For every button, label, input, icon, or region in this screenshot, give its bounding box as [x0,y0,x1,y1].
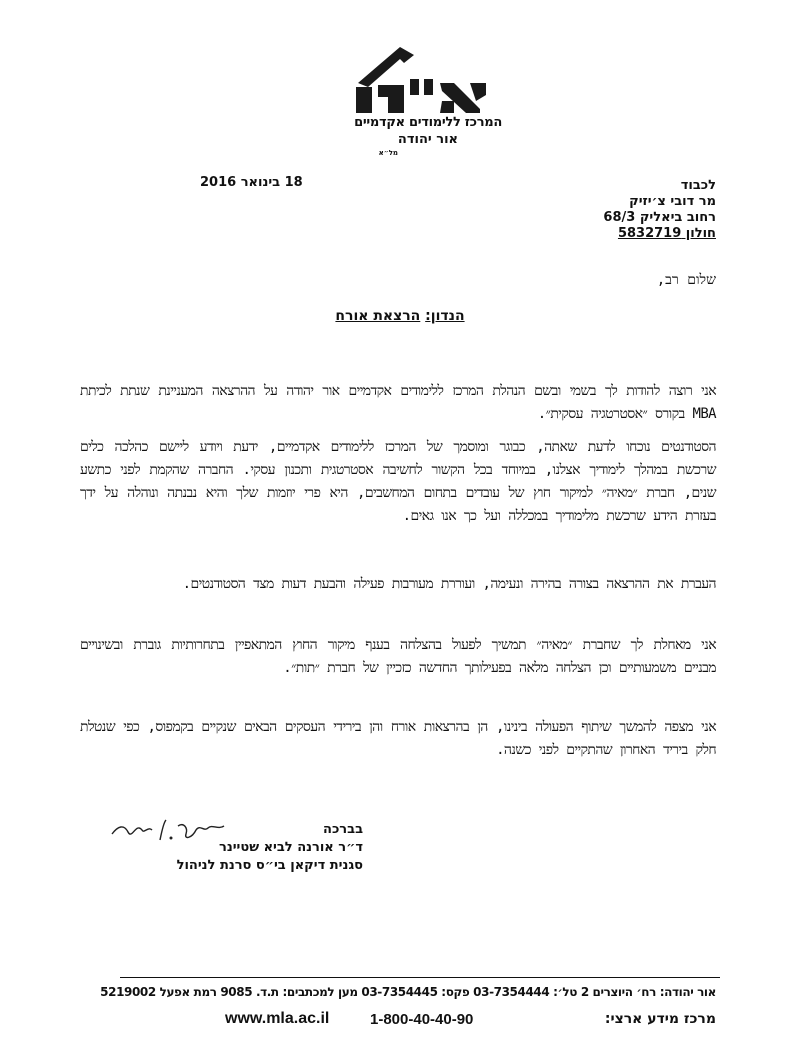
signer-title: סגנית דיקאן בי״ס סרנת לניהול [176,858,363,873]
footer-address: אור יהודה: רח׳ היוצרים 2 טל׳: 03-7354444 פקס: 03-7354445 מען למכתבים: ת.ד. 9085 רמת אפעל 5219002 [100,985,716,999]
addressee-city-zip: חולון 5832719 [617,226,716,241]
addressee-honorific: לכבוד [680,178,716,193]
college-logo [330,35,510,160]
greeting: שלום רב, [656,272,716,288]
footer-phone: 1-800-40-40-90 [370,1011,474,1028]
addressee-block [476,178,716,242]
subject-prefix: הנדון: [425,308,465,324]
letter-date: 18 בינואר 2016 [200,175,303,190]
signoff-closing: בברכה [323,822,363,837]
subject-line [0,308,800,324]
logo-graphic [330,35,510,115]
subject-text: הרצאת אורח [335,308,421,324]
addressee-street: רחוב ביאליק 68/3 [603,210,716,225]
body-paragraph-2: הסטודנטים נוכחו לדעת שאתה, כבוגר ומוסמך של המרכז ללימודים אקדמיים, ידעת ויודע ליישם כהלכה כלים שרכשת במהלך לימודיך אצלנו, במיוחד בכל הקשור לחשיבה אסטרטגית ותכנון עסקי. החברה שהקמת לפני כתשע שנים, חברת ״מאיה״ למיקור חוץ של עובדים בתחום המחשבים, היא פרי יוזמות שלך והיא נבנתה ונוהלה על ידך בעזרת הידע שרכשת מלימודיך במכללה ועל כך אנו גאים. [80,439,716,524]
footer-website: www.mla.ac.il [225,1010,330,1027]
addressee-name: מר דובי צ׳יזיק [629,194,716,209]
body-paragraph-4: אני מאחלת לך שחברת ״מאיה״ תמשיך לפעול בהצלחה בענף מיקור החוץ המתאפיין בתחרותיות גוברת ובשינויים מבניים משמעותיים וכן הצלחה מלאה בפעילותך החדשה כזכיין של חברת ״תות״. [80,637,716,676]
org-small-mark: מל״א [378,149,398,157]
body-paragraph-1: אני רוצה להודות לך בשמי ובשם הנהלת המרכז ללימודים אקדמיים אור יהודה על ההרצאה המעניינת שנתת לכיתת MBA בקורס ״אסטרטגיה עסקית״. [80,383,716,422]
body-paragraph-3: העברת את ההרצאה בצורה בהירה ונעימה, ועוררת מעורבות פעילה והבעת דעות מצד הסטודנטים. [182,576,716,592]
body-paragraph-5: אני מצפה להמשך שיתוף הפעולה בינינו, הן בהרצאות אורח והן בירידי העסקים הבאים שנקיים בקמפוס, כפי שנטלת חלק ביריד האחרון שהתקיים לפני כשנה. [80,719,716,758]
footer-divider [120,977,720,978]
signer-name: ד״ר אורנה לביא שטיינר [219,840,363,855]
signoff-block [143,821,363,875]
org-name: המרכז ללימודים אקדמיים [354,115,502,130]
org-city: אור יהודה [397,132,458,147]
footer-info-center-label: מרכז מידע ארצי: [604,1011,716,1027]
